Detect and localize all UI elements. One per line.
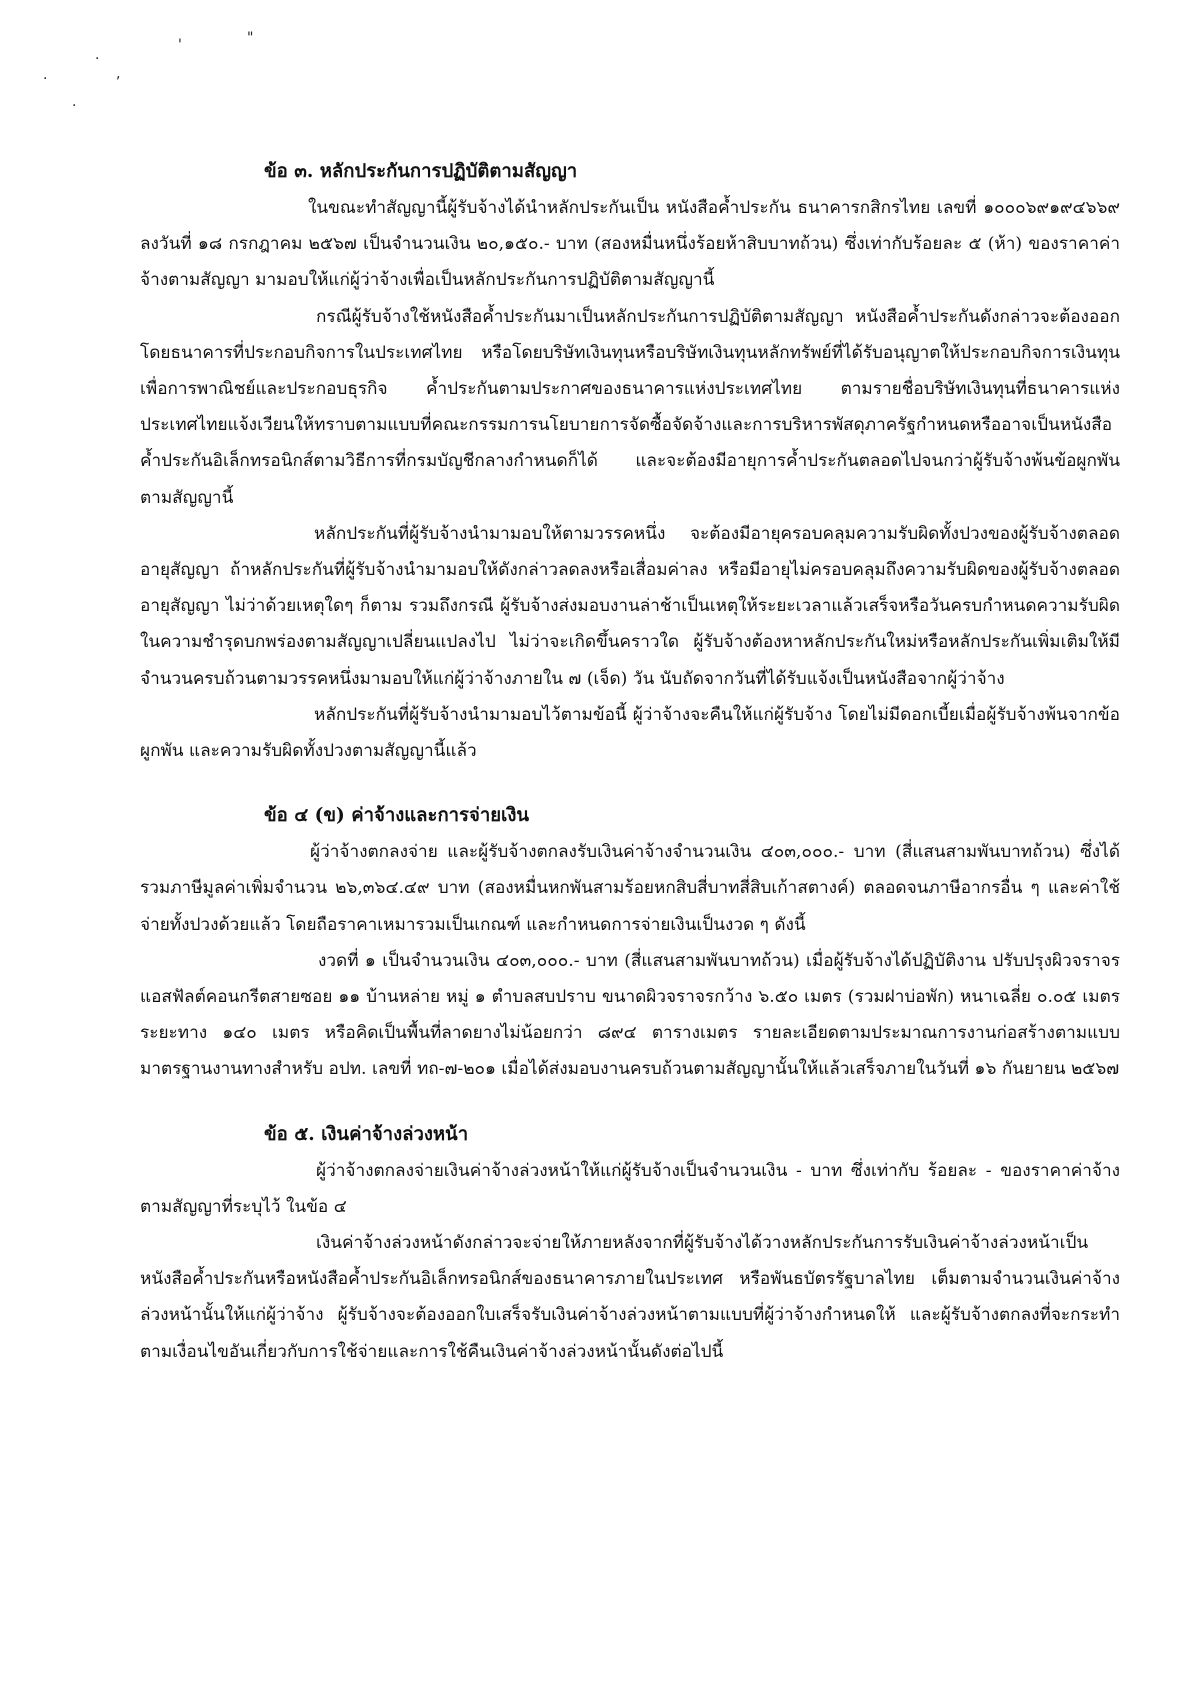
paragraph-4-1: ผู้ว่าจ้างตกลงจ่าย และผู้รับจ้างตกลงรับเงินค่าจ้างจำนวนเงิน ๔๐๓,๐๐๐.- บาท (สี่แสนสามพันบาทถ้วน) ซึ่งได้รวมภาษีมูลค่าเพิ่มจำนวน ๒๖,๓๖๔.๔๙ บาท (สองหมื่นหกพันสามร้อยหกสิบสี่บาทสี่สิบเก้าสตางค์) ตลอดจนภาษีอากรอื่น ๆ และค่าใช้จ่ายทั้งปวงด้วยแล้ว โดยถือราคาเหมารวมเป็นเกณฑ์ และกำหนดการจ่ายเงินเป็นงวด ๆ ดังนี้ [140, 842, 1120, 935]
scan-mark: , [116, 66, 121, 82]
section-heading: ข้อ ๔ (ข) ค่าจ้างและการจ่ายเงิน [264, 805, 530, 827]
section-gap [140, 1088, 1120, 1117]
contract-body [140, 154, 1120, 1370]
scan-mark: . [95, 47, 100, 63]
section-3-performance-guarantee [140, 154, 1120, 769]
paragraph-5-1: ผู้ว่าจ้างตกลงจ่ายเงินค่าจ้างล่วงหน้าให้แก่ผู้รับจ้างเป็นจำนวนเงิน - บาท ซึ่งเท่ากับ ร้อยละ - ของราคาค่าจ้าง ตามสัญญาที่ระบุไว้ ในข้อ ๔ [140, 1160, 1120, 1217]
section-heading: ข้อ ๓. หลักประกันการปฏิบัติตามสัญญา [264, 161, 578, 182]
section-heading: ข้อ ๕. เงินค่าจ้างล่วงหน้า [264, 1123, 469, 1145]
scan-mark: . [43, 67, 48, 83]
paragraph-3-3: หลักประกันที่ผู้รับจ้างนำมามอบให้ตามวรรคหนึ่ง จะต้องมีอายุครอบคลุมความรับผิดทั้งปวงของผู้รับจ้างตลอดอายุสัญญา ถ้าหลักประกันที่ผู้รับจ้างนำมามอบให้ดังกล่าวลดลงหรือเสื่อมค่าลง หรือมีอายุไม่ครอบคลุมถึงความรับผิดของผู้รับจ้างตลอดอายุสัญญา ไม่ว่าด้วยเหตุใดๆ ก็ตาม รวมถึงกรณี ผู้รับจ้างส่งมอบงานล่าช้าเป็นเหตุให้ระยะเวลาแล้วเสร็จหรือวันครบกำหนดความรับผิดในความชำรุดบกพร่องตามสัญญาเปลี่ยนแปลงไป ไม่ว่าจะเกิดขึ้นคราวใด ผู้รับจ้างต้องหาหลักประกันใหม่หรือหลักประกันเพิ่มเติมให้มีจำนวนครบถ้วนตามวรรคหนึ่งมามอบให้แก่ผู้ว่าจ้างภายใน ๗ (เจ็ด) วัน นับถัดจากวันที่ได้รับแจ้งเป็นหนังสือจากผู้ว่าจ้าง [140, 523, 1120, 689]
section-gap [140, 769, 1120, 798]
section-4-payment [140, 798, 1120, 1087]
scan-mark: ' [178, 37, 182, 53]
scan-mark: " [247, 30, 254, 46]
paragraph-5-2: เงินค่าจ้างล่วงหน้าดังกล่าวจะจ่ายให้ภายหลังจากที่ผู้รับจ้างได้วางหลักประกันการรับเงินค่าจ้างล่วงหน้าเป็นหนังสือค้ำประกันหรือหนังสือค้ำประกันอิเล็กทรอนิกส์ของธนาคารภายในประเทศ หรือพันธบัตรรัฐบาลไทย เต็มตามจำนวนเงินค่าจ้างล่วงหน้านั้นให้แก่ผู้ว่าจ้าง ผู้รับจ้างจะต้องออกใบเสร็จรับเงินค่าจ้างล่วงหน้าตามแบบที่ผู้ว่าจ้างกำหนดให้ และผู้รับจ้างตกลงที่จะกระทำตามเงื่อนไขอันเกี่ยวกับการใช้จ่ายและการใช้คืนเงินค่าจ้างล่วงหน้านั้นดังต่อไปนี้ [140, 1233, 1120, 1362]
scan-mark: . [72, 94, 77, 110]
paragraph-3-1: ในขณะทำสัญญานี้ผู้รับจ้างได้นำหลักประกันเป็น หนังสือค้ำประกัน ธนาคารกสิกรไทย เลขที่ ๑๐๐๐๖๙๑๙๔๖๖๙ ลงวันที่ ๑๘ กรกฎาคม ๒๕๖๗ เป็นจำนวนเงิน ๒๐,๑๕๐.- บาท (สองหมื่นหนึ่งร้อยห้าสิบบาทถ้วน) ซึ่งเท่ากับร้อยละ ๕ (ห้า) ของราคาค่าจ้างตามสัญญา มามอบให้แก่ผู้ว่าจ้างเพื่อเป็นหลักประกันการปฏิบัติตามสัญญานี้ [140, 198, 1120, 291]
paragraph-3-2: กรณีผู้รับจ้างใช้หนังสือค้ำประกันมาเป็นหลักประกันการปฏิบัติตามสัญญา หนังสือค้ำประกันดังกล่าวจะต้องออกโดยธนาคารที่ประกอบกิจการในประเทศไทย หรือโดยบริษัทเงินทุนหรือบริษัทเงินทุนหลักทรัพย์ที่ได้รับอนุญาตให้ประกอบกิจการเงินทุนเพื่อการพาณิชย์และประกอบธุรกิจ ค้ำประกันตามประกาศของธนาคารแห่งประเทศไทย ตามรายชื่อบริษัทเงินทุนที่ธนาคารแห่งประเทศไทยแจ้งเวียนให้ทราบตามแบบที่คณะกรรมการนโยบายการจัดซื้อจัดจ้างและการบริหารพัสดุภาครัฐกำหนดหรืออาจเป็นหนังสือค้ำประกันอิเล็กทรอนิกส์ตามวิธีการที่กรมบัญชีกลางกำหนดก็ได้ และจะต้องมีอายุการค้ำประกันตลอดไปจนกว่าผู้รับจ้างพ้นข้อผูกพันตามสัญญานี้ [140, 306, 1120, 508]
paragraph-4-2: งวดที่ ๑ เป็นจำนวนเงิน ๔๐๓,๐๐๐.- บาท (สี่แสนสามพันบาทถ้วน) เมื่อผู้รับจ้างได้ปฏิบัติงาน ปรับปรุงผิวจราจรแอสฟัลต์คอนกรีตสายซอย ๑๑ บ้านหล่าย หมู่ ๑ ตำบลสบปราบ ขนาดผิวจราจรกว้าง ๖.๕๐ เมตร (รวมฝาบ่อพัก) หนาเฉลี่ย ๐.๐๕ เมตร ระยะทาง ๑๔๐ เมตร หรือคิดเป็นพื้นที่ลาดยางไม่น้อยกว่า ๘๙๔ ตารางเมตร รายละเอียดตามประมาณการงานก่อสร้างตามแบบมาตรฐานงานทางสำหรับ อปท. เลขที่ ทถ-๗-๒๐๑ เมื่อได้ส่งมอบงานครบถ้วนตามสัญญานั้นให้แล้วเสร็จภายในวันที่ ๑๖ กันยายน ๒๕๖๗ [140, 950, 1120, 1080]
section-5-advance-payment [140, 1117, 1120, 1370]
paragraph-3-4: หลักประกันที่ผู้รับจ้างนำมามอบไว้ตามข้อนี้ ผู้ว่าจ้างจะคืนให้แก่ผู้รับจ้าง โดยไม่มีดอกเบี้ยเมื่อผู้รับจ้างพ้นจากข้อผูกพัน และความรับผิดทั้งปวงตามสัญญานี้แล้ว [140, 704, 1120, 762]
